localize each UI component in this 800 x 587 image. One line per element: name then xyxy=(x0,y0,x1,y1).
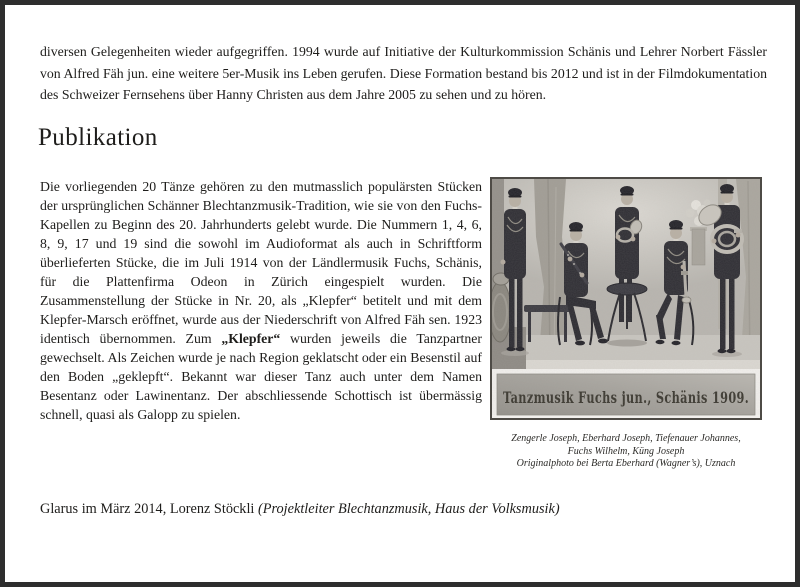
colophon-role: (Projektleiter Blechtanzmusik, Haus der Volksmusik) xyxy=(257,501,560,517)
intro-paragraph: diversen Gelegenheiten wieder aufgegriffen. 1994 wurde auf Initiative der Kulturkommission Schänis und Lehrer Norbert Fässler von Alfred Fäh jun. eine weitere 5er-Musik ins Leben gerufen. Diese Formation bestand bis 2012 und ist in der Filmdokumentation des Schweizer Fernsehens über Hanny Christen aus dem Jahre 2005 zu sehen und zu hören. xyxy=(40,44,767,102)
band-photograph xyxy=(490,177,762,471)
colophon-text: Glarus im März 2014, Lorenz Stöckli xyxy=(40,501,258,517)
colophon-line xyxy=(40,499,770,519)
photo-caption-line: Fuchs Wilhelm, Küng Joseph xyxy=(567,445,685,457)
band-photo-illustration xyxy=(490,177,762,420)
photo-caption xyxy=(490,433,762,471)
body-text-after-bold: wurden jeweils die Tanzpartner gewechselt. Als Zeichen wurde je nach Region geklatscht oder ein Besenstil auf den Boden „geklepft“. Bekannt war dieser Tanz auch unter dem Namen Besentanz oder Lawinentanz. Der abschliessende Schottisch ist übermässig schnell, quasi als Galopp zu spielen. xyxy=(40,331,482,422)
photo-caption-line: Zengerle Joseph, Eberhard Joseph, Tiefenauer Johannes, xyxy=(511,433,741,444)
bold-term-klepfer: „Klepfer“ xyxy=(221,331,281,346)
body-text-before-bold: Die vorliegenden 20 Tänze gehören zu den mutmasslich populärsten Stücken der ursprünglichen Schänner Blechtanzmusik-Tradition, wie sie von den Fuchs-Kapellen zu Beginn des 20. Jahrhunderts gelebt wurde. Die Nummern 1, 4, 6, 8, 9, 17 und 19 sind die sowohl im Audioformat als auch in Schriftform überlieferten Stücke, die im Juli 1914 von der Ländlermusik Fuchs, Schänis, für die Plattenfirma Odeon in Zürich eingespielt wurden. Die Zusammenstellung der Stücke in Nr. 20, als „Klepfer“ betitelt und mit dem Klepfer-Marsch eröffnet, wurde aus der Niederschrift von Alfred Fäh sen. 1923 identisch übernommen. Zum xyxy=(40,179,482,346)
photo-caption-line: Originalphoto bei Berta Eberhard (Wagner’s), Uznach xyxy=(516,458,736,470)
body-paragraph xyxy=(40,177,482,424)
section-heading: Publikation xyxy=(38,124,158,151)
